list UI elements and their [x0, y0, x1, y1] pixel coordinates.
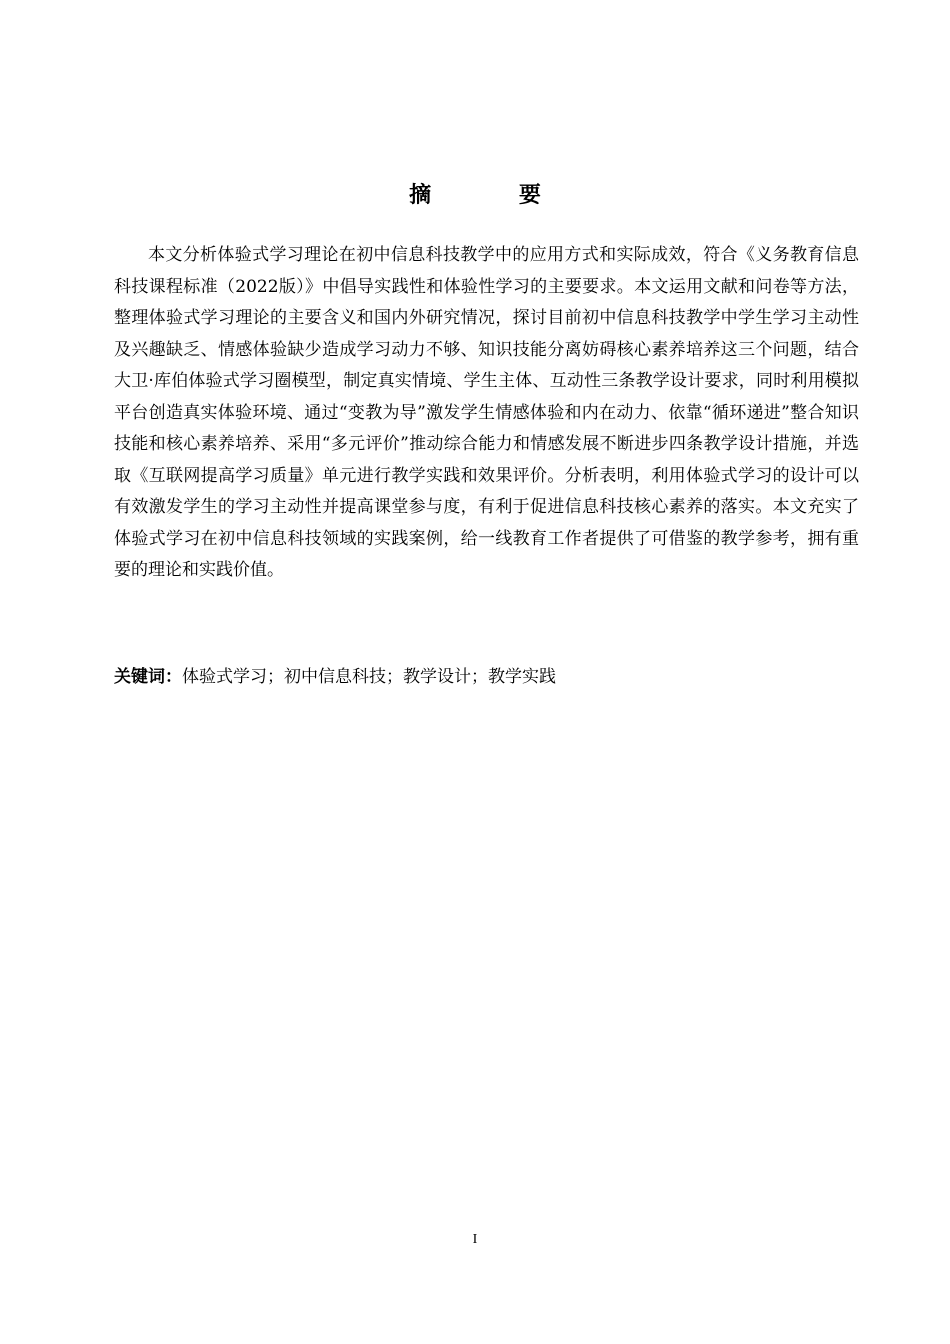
- keywords-label: 关键词：: [114, 667, 182, 687]
- keywords-line: [114, 662, 859, 692]
- keywords-list: 体验式学习；初中信息科技；教学设计；教学实践: [182, 667, 556, 687]
- abstract-title: 摘 要: [409, 183, 581, 208]
- page-number: I: [472, 1232, 478, 1247]
- abstract-body: 本文分析体验式学习理论在初中信息科技教学中的应用方式和实际成效，符合《义务教育信息科技课程标准（2022版）》中倡导实践性和体验性学习的主要要求。本文运用文献和问卷等方法，整理体验式学习理论的主要含义和国内外研究情况，探讨目前初中信息科技教学中学生学习主动性及兴趣缺乏、情感体验缺少造成学习动力不够、知识技能分离妨碍核心素养培养这三个问题，结合大卫·库伯体验式学习圈模型，制定真实情境、学生主体、互动性三条教学设计要求，同时利用模拟平台创造真实体验环境、通过“变教为导”激发学生情感体验和内在动力、依靠“循环递进”整合知识技能和核心素养培养、采用“多元评价”推动综合能力和情感发展不断进步四条教学设计措施，并选取《互联网提高学习质量》单元进行教学实践和效果评价。分析表明，利用体验式学习的设计可以有效激发学生的学习主动性并提高课堂参与度，有利于促进信息科技核心素养的落实。本文充实了体验式学习在初中信息科技领域的实践案例，给一线教育工作者提供了可借鉴的教学参考，拥有重要的理论和实践价值。: [114, 245, 859, 580]
